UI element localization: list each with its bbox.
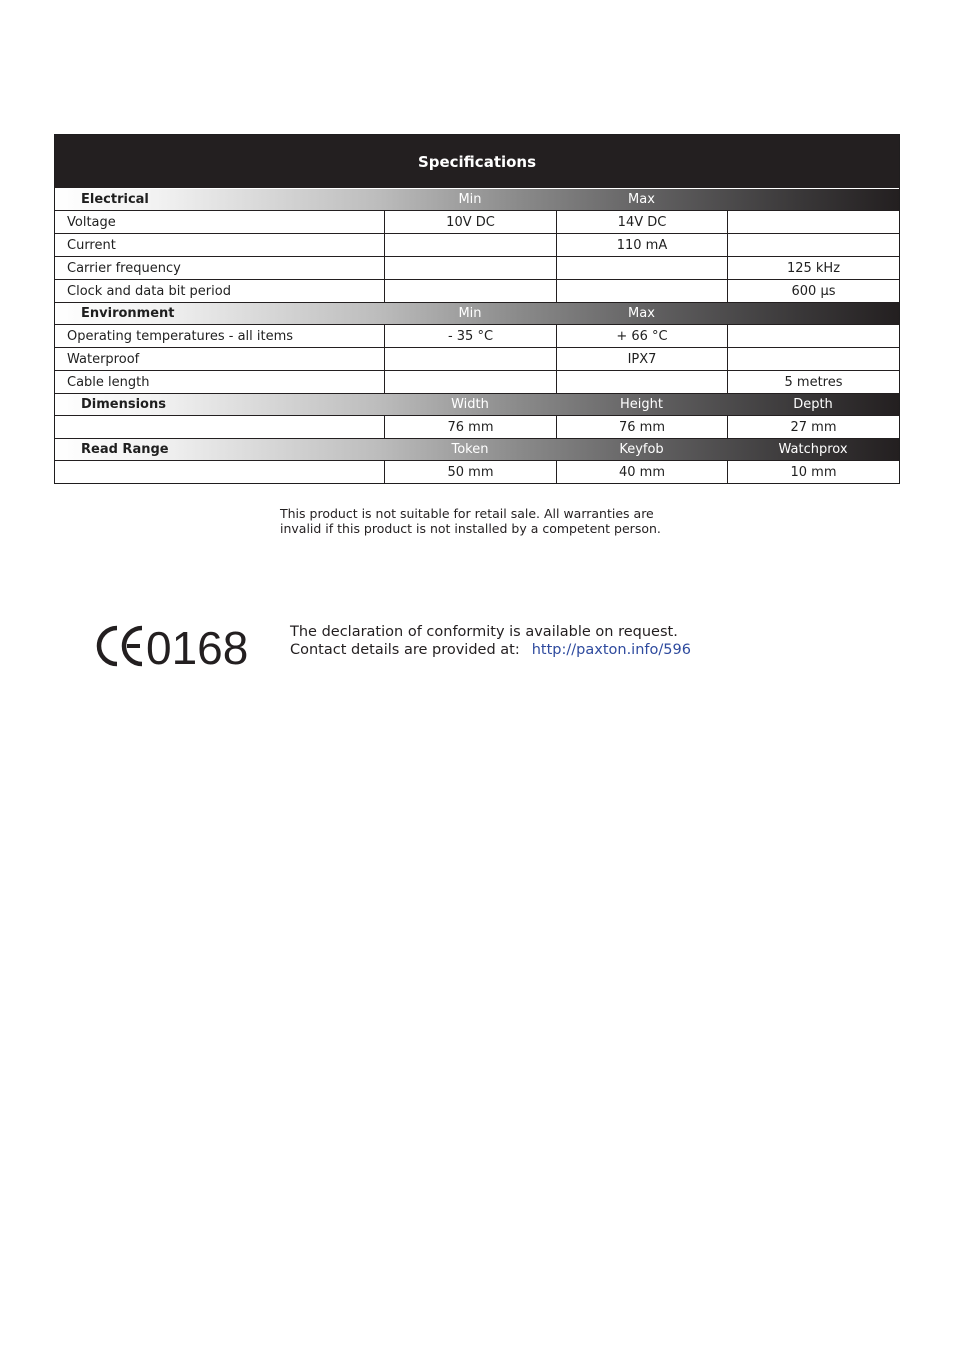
row-label: Operating temperatures - all items <box>67 328 294 344</box>
cell-max <box>556 257 727 279</box>
row-label: Waterproof <box>67 351 140 367</box>
table-row-waterproof <box>55 347 899 370</box>
table-row-read-range <box>55 460 899 483</box>
cell-max: + 66 °C <box>556 325 727 347</box>
cell-value: 125 kHz <box>727 257 899 279</box>
ce-number: 0168 <box>146 622 249 670</box>
cell-max: IPX7 <box>556 348 727 370</box>
column-header-depth: Depth <box>793 397 833 412</box>
cell-min: 10V DC <box>384 211 556 233</box>
row-label: Carrier frequency <box>67 260 181 276</box>
section-header-read-range <box>55 438 899 460</box>
cell-max <box>556 280 727 302</box>
table-row-operating-temperatures <box>55 324 899 347</box>
column-header-width: Width <box>451 397 489 412</box>
cell-watchprox: 10 mm <box>727 461 899 483</box>
column-header-max: Max <box>628 192 655 207</box>
section-label: Electrical <box>81 192 149 207</box>
cell-value <box>727 348 899 370</box>
row-label <box>55 416 384 438</box>
cell-value <box>727 234 899 256</box>
column-header-height: Height <box>620 397 663 412</box>
table-row-clock-data-bit-period <box>55 279 899 302</box>
row-label: Cable length <box>67 374 150 390</box>
table-row-current <box>55 233 899 256</box>
cell-min <box>384 257 556 279</box>
table-row-dimensions <box>55 415 899 438</box>
conformity-line-2 <box>290 641 810 659</box>
contact-details-label: Contact details are provided at: <box>290 642 520 658</box>
specifications-title: Specifications <box>55 135 899 188</box>
cell-min <box>384 234 556 256</box>
column-header-empty <box>727 189 899 210</box>
specifications-table <box>54 134 900 484</box>
column-header-min: Min <box>458 306 482 321</box>
column-header-max: Max <box>628 306 655 321</box>
cell-width: 76 mm <box>384 416 556 438</box>
table-row-cable-length <box>55 370 899 393</box>
paxton-info-link[interactable]: http://paxton.info/596 <box>531 642 691 658</box>
conformity-line-1: The declaration of conformity is available on request. <box>290 624 678 640</box>
section-label: Dimensions <box>81 397 166 412</box>
conformity-statement <box>290 623 810 659</box>
notice-line-2: invalid if this product is not installed by a competent person. <box>280 521 661 536</box>
section-label: Environment <box>81 306 175 321</box>
row-label: Clock and data bit period <box>67 283 231 299</box>
section-label: Read Range <box>81 442 169 457</box>
cell-value <box>727 325 899 347</box>
ce-mark-icon <box>94 618 264 670</box>
column-header-keyfob: Keyfob <box>619 442 664 457</box>
cell-height: 76 mm <box>556 416 727 438</box>
retail-notice <box>280 506 700 536</box>
section-header-dimensions <box>55 393 899 415</box>
cell-max: 110 mA <box>556 234 727 256</box>
cell-min: - 35 °C <box>384 325 556 347</box>
cell-token: 50 mm <box>384 461 556 483</box>
cell-value <box>727 211 899 233</box>
cell-value: 600 µs <box>727 280 899 302</box>
column-header-watchprox: Watchprox <box>778 442 848 457</box>
table-row-voltage <box>55 210 899 233</box>
row-label: Voltage <box>67 214 116 230</box>
cell-min <box>384 371 556 393</box>
column-header-min: Min <box>458 192 482 207</box>
cell-keyfob: 40 mm <box>556 461 727 483</box>
cell-value: 5 metres <box>727 371 899 393</box>
row-label <box>55 461 384 483</box>
notice-line-1: This product is not suitable for retail sale. All warranties are <box>280 506 654 521</box>
cell-min <box>384 348 556 370</box>
column-header-empty <box>727 303 899 324</box>
cell-max <box>556 371 727 393</box>
column-header-token: Token <box>451 442 489 457</box>
section-header-electrical <box>55 188 899 210</box>
table-row-carrier-frequency <box>55 256 899 279</box>
section-header-environment <box>55 302 899 324</box>
cell-min <box>384 280 556 302</box>
cell-depth: 27 mm <box>727 416 899 438</box>
row-label: Current <box>67 237 116 253</box>
cell-max: 14V DC <box>556 211 727 233</box>
